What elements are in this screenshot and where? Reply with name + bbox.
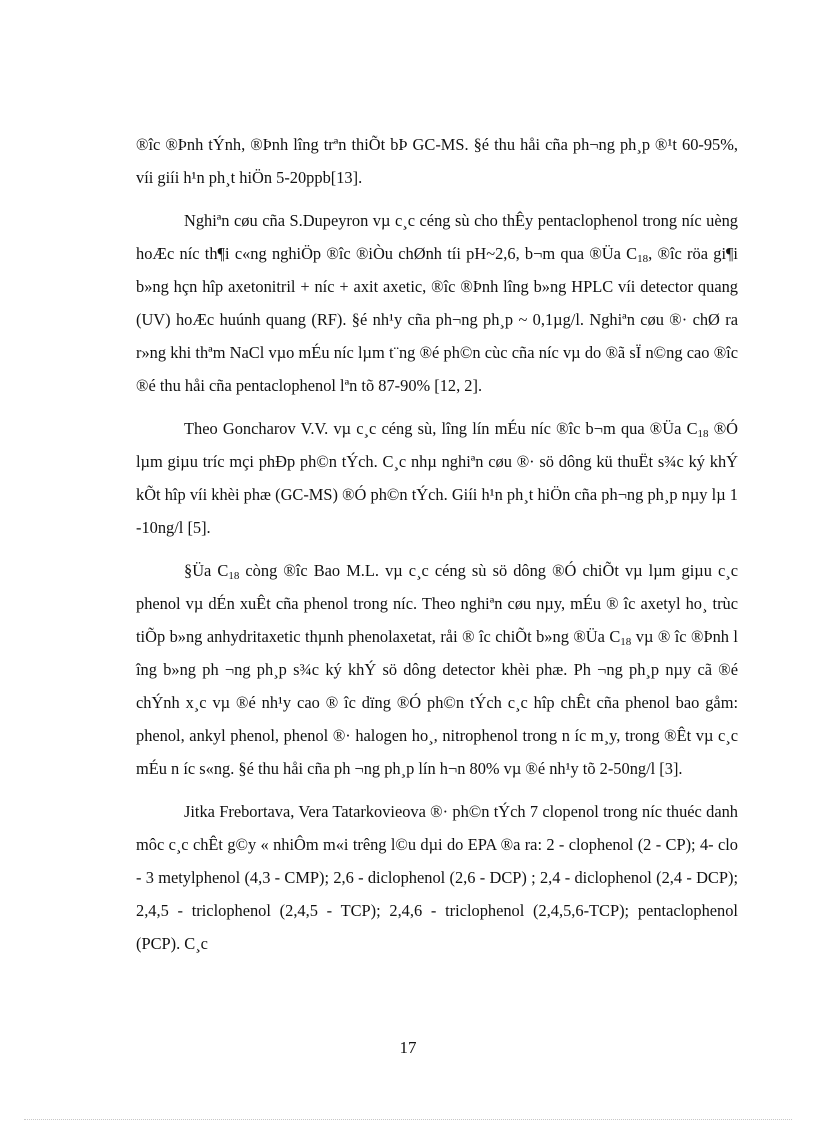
paragraph-3-text-a: Theo Goncharov V.V. vµ c¸c céng sù, lîng lín mÉu níc ®îc b¬m qua ®Üa C (184, 419, 698, 438)
paragraph-5 (136, 795, 738, 960)
page-number: 17 (399, 1038, 417, 1057)
paragraph-4-text-a: §Üa C (184, 561, 229, 580)
paragraph-2 (136, 204, 738, 402)
paragraph-4-text-c: vµ ® îc ®Þnh l îng b»ng ph ¬ng ph¸p s¾c ký khÝ sö dông detector khèi phæ. Ph ¬ng ph¸p nµy cã ®é chÝnh x¸c vµ ®é nh¹y cao ® îc dïng ®Ó ph©n tÝch c¸c hîp chÊt cña phenol bao gåm: phenol, ankyl phenol, phenol ®· halogen ho¸, nitrophenol trong n íc m¸y, trong ®Êt vµ c¸c mÉu n íc s«ng. §é thu håi cña ph ¬ng ph¸p lín h¬n 80% vµ ®é nh¹y tõ 2-50ng/l [3]. (136, 627, 738, 778)
paragraph-1-text: ®îc ®Þnh tÝnh, ®Þnh lîng trªn thiÕt bÞ GC-MS. §é thu håi cña ph¬ng ph¸p ®¹t 60-95%, víi giíi h¹n ph¸t hiÖn 5-20ppb[13]. (136, 135, 738, 187)
paragraph-2-text-a: Nghiªn cøu cña S.Dupeyron vµ c¸c céng sù cho thÊy pentaclophenol trong níc uèng hoÆc níc th¶i c«ng nghiÖp ®îc ®iÒu chØnh tíi pH~2,6, b¬m qua ®Üa C (136, 211, 738, 263)
subscript-c18: 18 (697, 428, 709, 440)
subscript-c18: 18 (620, 636, 632, 648)
paragraph-1 (136, 128, 738, 194)
paragraph-4-text-b: còng ®îc Bao M.L. vµ c¸c céng sù sö dông ®Ó chiÕt vµ lµm giµu c¸c phenol vµ dÉn xuÊt cña phenol trong níc. Theo nghiªn cøu nµy, mÉu ® îc axetyl ho¸ trùc tiÕp b»ng anhydritaxetic thµnh phenolaxetat, råi ® îc chiÕt b»ng ®Üa C (136, 561, 738, 646)
subscript-c18: 18 (637, 253, 649, 265)
subscript-c18: 18 (228, 570, 240, 582)
body-text (136, 128, 738, 970)
paragraph-5-text: Jitka Frebortava, Vera Tatarkovieova ®· ph©n tÝch 7 clopenol trong níc thuéc danh môc c¸c chÊt g©y « nhiÔm m«i trêng l©u dµi do EPA ®a ra: 2 - clophenol (2 - CP); 4- clo - 3 metylphenol (4,3 - CMP); 2,6 - diclophenol (2,6 - DCP) ; 2,4 - diclophenol (2,4 - DCP); 2,4,5 - triclophenol (2,4,5 - TCP); 2,4,6 - triclophenol (2,4,5,6-TCP); pentaclophenol (PCP). C¸c (136, 802, 738, 953)
paragraph-4 (136, 554, 738, 785)
paragraph-3-text-b: ®Ó lµm giµu tríc mçi phÐp ph©n tÝch. C¸c nhµ nghiªn cøu ®· sö dông kü thuËt s¾c ký khÝ kÕt hîp víi khèi phæ (GC-MS) ®Ó ph©n tÝch. Giíi h¹n ph¸t hiÖn cña ph¬ng ph¸p nµy lµ 1 -10ng/l [5]. (136, 419, 739, 537)
paragraph-2-text-b: , ®îc röa gi¶i b»ng hçn hîp axetonitril + níc + axit axetic, ®îc ®Þnh lîng b»ng HPLC víi detector quang (UV) hoÆc huúnh quang (RF). §é nh¹y cña ph¬ng ph¸p ~ 0,1µg/l. Nghiªn cøu ®· chØ ra r»ng khi thªm NaCl vµo mÉu níc lµm t¨ng ®é ph©n cùc cña níc vµ do ®ã sÏ n©ng cao ®îc ®é thu håi cña pentaclophenol lªn tõ 87-90% [12, 2]. (136, 244, 738, 395)
paragraph-3 (136, 412, 738, 544)
page-bottom-rule (24, 1119, 792, 1120)
